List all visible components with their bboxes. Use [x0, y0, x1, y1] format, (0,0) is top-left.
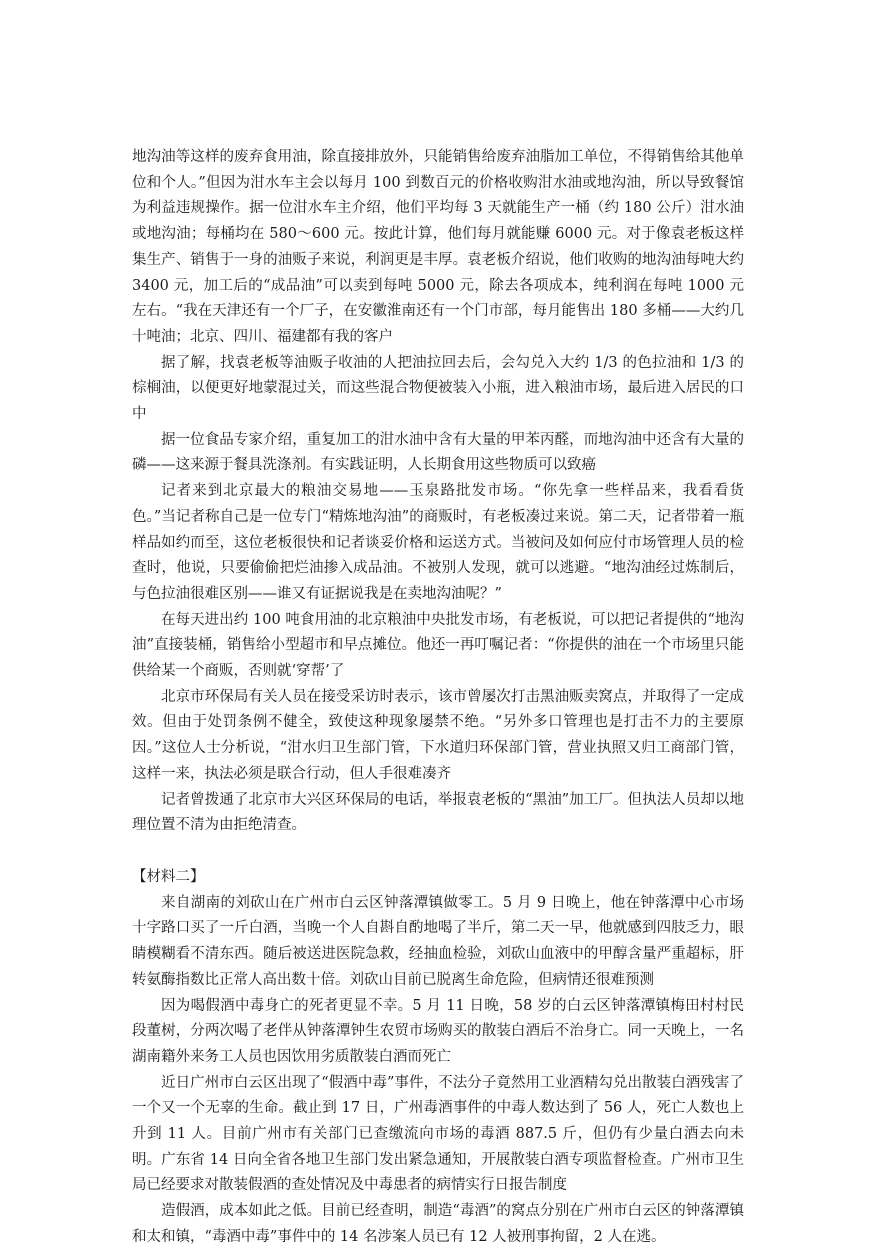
paragraph: 来自湖南的刘砍山在广州市白云区钟落潭镇做零工。5 月 9 日晚上，他在钟落潭中心市场十字路口买了一斤白酒，当晚一个人自斟自酌地喝了半斤，第二天一早，他就感到四肢乏力，眼睛模糊看不清东西。随后被送进医院急救，经抽血检验，刘砍山血液中的甲醇含量严重超标，肝转氨酶指数比正常人高出数十倍。刘砍山目前已脱离生命危险，但病情还很难预测 — [132, 894, 744, 988]
section-heading: 【材料二】 — [132, 868, 205, 885]
document-page — [132, 145, 744, 1251]
paragraph: 记者来到北京最大的粮油交易地——玉泉路批发市场。“你先拿一些样品来，我看看货色。”当记者称自己是一位专门“精炼地沟油”的商贩时，有老板凑过来说。第二天，记者带着一瓶样品如约而至，这位老板很快和记者谈妥价格和运送方式。当被问及如何应付市场管理人员的检查时，他说，只要偷偷把烂油掺入成品油。不被别人发现，就可以逃避。“地沟油经过炼制后，与色拉油很难区别——谁又有证据说我是在卖地沟油呢？” — [132, 483, 744, 602]
paragraph: 据了解，找袁老板等油贩子收油的人把油拉回去后，会勾兑入大约 1/3 的色拉油和 1/3 的棕榈油，以便更好地蒙混过关，而这些混合物便被装入小瓶，进入粮油市场，最后进入居民的口中 — [132, 354, 744, 423]
paragraph: 在每天进出约 100 吨食用油的北京粮油中央批发市场，有老板说，可以把记者提供的“地沟油”直接装桶，销售给小型超市和早点摊位。他还一再叮嘱记者：“你提供的油在一个市场里只能供给某一个商贩，否则就‘穿帮’了 — [132, 611, 744, 680]
paragraph: 近日广州市白云区出现了“假酒中毒”事件，不法分子竟然用工业酒精勾兑出散装白酒残害了一个又一个无辜的生命。截止到 17 日，广州毒酒事件的中毒人数达到了 56 人，死亡人数也上升到 11 人。目前广州市有关部门已查缴流向市场的毒酒 887.5 斤，但仍有少量白酒去向未明。广东省 14 日向全省各地卫生部门发出紧急通知，开展散装白酒专项监督检查。广州市卫生局已经要求对散装假酒的查处情况及中毒患者的病情实行日报告制度 — [132, 1074, 744, 1194]
material-one-section — [132, 145, 744, 839]
paragraph: 北京市环保局有关人员在接受采访时表示，该市曾屡次打击黑油贩卖窝点，并取得了一定成效。但由于处罚条例不健全，致使这种现象屡禁不绝。“另外多口管理也是打击不力的主要原因。”这位人士分析说，“泔水归卫生部门管，下水道归环保部门管，营业执照又归工商部门管，这样一来，执法必须是联合行动，但人手很难凑齐 — [132, 688, 744, 782]
paragraph: 记者曾拨通了北京市大兴区环保局的电话，举报袁老板的“黑油”加工厂。但执法人员却以地理位置不清为由拒绝清查。 — [132, 791, 744, 834]
material-two-section — [132, 865, 744, 1251]
paragraph: 因为喝假酒中毒身亡的死者更显不幸。5 月 11 日晚，58 岁的白云区钟落潭镇梅田村村民段董树，分两次喝了老伴从钟落潭钟生农贸市场购买的散装白酒后不治身亡。同一天晚上，一名湖南籍外来务工人员也因饮用劣质散装白酒而死亡 — [132, 997, 744, 1065]
section-spacer — [132, 839, 744, 865]
paragraph: 地沟油等这样的废弃食用油，除直接排放外，只能销售给废弃油脂加工单位，不得销售给其他单位和个人。”但因为泔水车主会以每月 100 到数百元的价格收购泔水油或地沟油，所以导致餐馆为利益违规操作。据一位泔水车主介绍，他们平均每 3 天就能生产一桶（约 180 公斤）泔水油或地沟油；每桶均在 580～600 元。按此计算，他们每月就能赚 6000 元。对于像袁老板这样集生产、销售于一身的油贩子来说，利润更是丰厚。袁老板介绍说，他们收购的地沟油每吨大约 3400 元，加工后的“成品油”可以卖到每吨 5000 元，除去各项成本，纯利润在每吨 1000 元左右。“我在天津还有一个厂子，在安徽淮南还有一个门市部，每月能售出 180 多桶——大约几十吨油；北京、四川、福建都有我的客户 — [132, 149, 744, 345]
paragraph: 造假酒，成本如此之低。目前已经查明，制造“毒酒”的窝点分别在广州市白云区的钟落潭镇和太和镇，“毒酒中毒”事件中的 14 名涉案人员已有 12 人被刑事拘留，2 人在逃。 — [132, 1203, 744, 1245]
paragraph: 据一位食品专家介绍，重复加工的泔水油中含有大量的甲苯丙醛，而地沟油中还含有大量的磷——这来源于餐具洗涤剂。有实践证明，人长期食用这些物质可以致癌 — [132, 431, 744, 474]
